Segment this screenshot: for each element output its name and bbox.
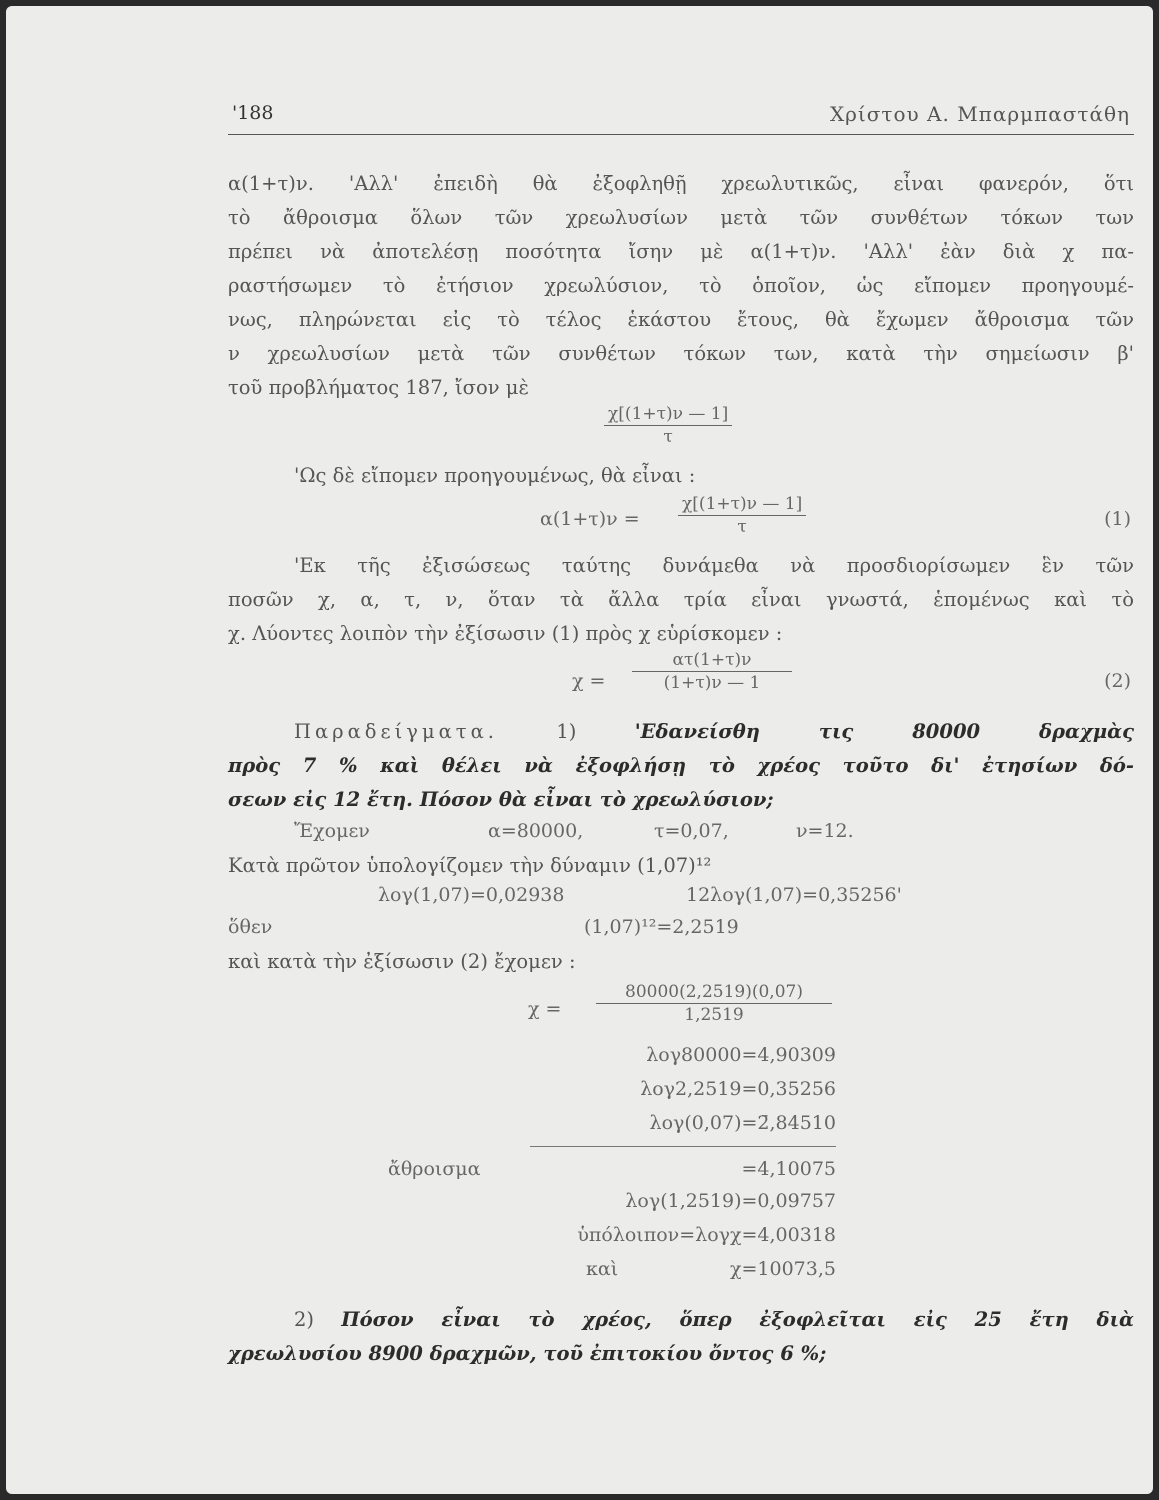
sum-value: =4,10075 — [741, 1158, 836, 1180]
example-1-line: πρὸς 7 % καὶ θέλει νὰ ἐξοφλήσῃ τὸ χρέος τοῦτο δι' ἐτησίων δό- — [228, 754, 1134, 777]
fraction-numerator: 80000(2,2519)(0,07) — [596, 982, 832, 1004]
text-line: χ. Λύοντες λοιπὸν τὴν ἐξίσωσιν (1) πρὸς χ εὑρίσκομεν : — [228, 622, 783, 645]
given-nu: ν=12. — [796, 820, 854, 842]
text-line: 'Ως δὲ εἴπομεν προηγουμένως, θὰ εἶναι : — [294, 464, 696, 487]
given-alpha: α=80000, — [488, 820, 584, 842]
fraction-numerator: χ[(1+τ)ν — 1] — [604, 404, 732, 426]
log-row: λογ2,2519=0,35256 — [640, 1078, 836, 1100]
text-line: καὶ κατὰ τὴν ἐξίσωσιν (2) ἔχομεν : — [228, 950, 576, 973]
fraction-numerator: χ[(1+τ)ν — 1] — [678, 494, 806, 516]
log-calc: λογ(1,07)=0,02938 — [378, 884, 565, 906]
and-label: καὶ — [586, 1258, 619, 1280]
text-line: πρέπει νὰ ἀποτελέσῃ ποσότητα ἴσην μὲ α(1+τ)ν. 'Αλλ' ἐὰν διὰ χ πα- — [228, 240, 1134, 263]
given-label: Ἔχομεν — [294, 820, 370, 842]
running-head: Χρίστου Α. Μπαρμπαστάθη — [829, 102, 1130, 126]
example-1-line — [294, 718, 1134, 746]
given-tau: τ=0,07, — [654, 820, 729, 842]
power-result: (1,07)¹²=2,2519 — [584, 916, 739, 938]
fraction-denominator: τ — [663, 427, 673, 447]
text-line: τοῦ προβλήματος 187, ἴσον μὲ — [228, 376, 529, 399]
equation-1-label: (1) — [1104, 508, 1131, 530]
equation-1-fraction — [678, 494, 806, 537]
fraction-denominator: (1+τ)ν — 1 — [663, 673, 761, 693]
sum-label: ἄθροισμα — [388, 1158, 481, 1180]
remainder-row: ὑπόλοιπον=λογχ=4,00318 — [577, 1224, 836, 1246]
log-row: λογ(1,2519)=0,09757 — [625, 1190, 836, 1212]
examples-heading: Παραδείγματα. — [294, 720, 498, 743]
sum-rule — [530, 1146, 836, 1147]
document-page — [6, 6, 1153, 1494]
text-line: ποσῶν χ, α, τ, ν, ὅταν τὰ ἄλλα τρία εἶναι γνωστά, ἑπομένως καὶ τὸ — [228, 588, 1134, 611]
log-calc: 12λογ(1,07)=0,35256' — [686, 884, 902, 906]
chi-fraction — [596, 982, 832, 1025]
text-line: ραστήσωμεν τὸ ἐτήσιον χρεωλύσιον, τὸ ὁποῖον, ὡς εἴπομεν προηγουμέ- — [228, 274, 1134, 297]
equation-1-lhs: α(1+τ)ν = — [540, 508, 640, 530]
chi-fraction-lhs: χ = — [528, 998, 562, 1020]
equation-2-lhs: χ = — [572, 670, 606, 692]
fraction-denominator: 1,2519 — [684, 1005, 744, 1025]
page-header — [228, 100, 1134, 135]
log-row: λογ(0,07)=2̄,84510 — [649, 1112, 836, 1134]
fraction-sum-of-payments — [604, 404, 732, 447]
text-line: ν χρεωλυσίων μετὰ τῶν συνθέτων τόκων των, κατὰ τὴν σημείωσιν β' — [228, 342, 1134, 365]
equation-2-label: (2) — [1104, 670, 1131, 692]
text-line: τὸ ἄθροισμα ὅλων τῶν χρεωλυσίων μετὰ τῶν συνθέτων τόκων των — [228, 206, 1134, 229]
fraction-denominator: τ — [737, 517, 747, 537]
text-line: Κατὰ πρῶτον ὑπολογίζομεν τὴν δύναμιν (1,07)¹² — [228, 854, 712, 877]
example-1-text: 'Εδανείσθη τις 80000 δραχμὰς — [634, 720, 1134, 743]
text-line: α(1+τ)ν. 'Αλλ' ἐπειδὴ θὰ ἐξοφληθῇ χρεωλυτικῶς, εἶναι φανερόν, ὅτι — [228, 172, 1134, 195]
example-1-line: σεων εἰς 12 ἔτη. Πόσον θὰ εἶναι τὸ χρεωλύσιον; — [228, 788, 774, 811]
example-2-line — [294, 1306, 1134, 1334]
log-row: λογ80000=4,90309 — [646, 1044, 836, 1066]
example-2-line: χρεωλυσίου 8900 δραχμῶν, τοῦ ἐπιτοκίου ὄντος 6 %; — [228, 1342, 827, 1365]
example-number: 1) — [556, 720, 577, 743]
text-line: 'Εκ τῆς ἐξισώσεως ταύτης δυνάμεθα νὰ προσδιορίσωμεν ἓν τῶν — [294, 554, 1134, 577]
example-number: 2) — [294, 1308, 315, 1331]
page-number: '188 — [232, 102, 274, 124]
example-2-text: Πόσον εἶναι τὸ χρέος, ὅπερ ἐξοφλεῖται εἰς 25 ἔτη διὰ — [341, 1308, 1135, 1331]
hence-label: ὅθεν — [228, 916, 273, 938]
fraction-numerator: ατ(1+τ)ν — [632, 650, 792, 672]
equation-2-fraction — [632, 650, 792, 693]
text-line: νως, πληρώνεται εἰς τὸ τέλος ἑκάστου ἔτους, θὰ ἔχωμεν ἄθροισμα τῶν — [228, 308, 1134, 331]
chi-result: χ=10073,5 — [729, 1258, 836, 1280]
